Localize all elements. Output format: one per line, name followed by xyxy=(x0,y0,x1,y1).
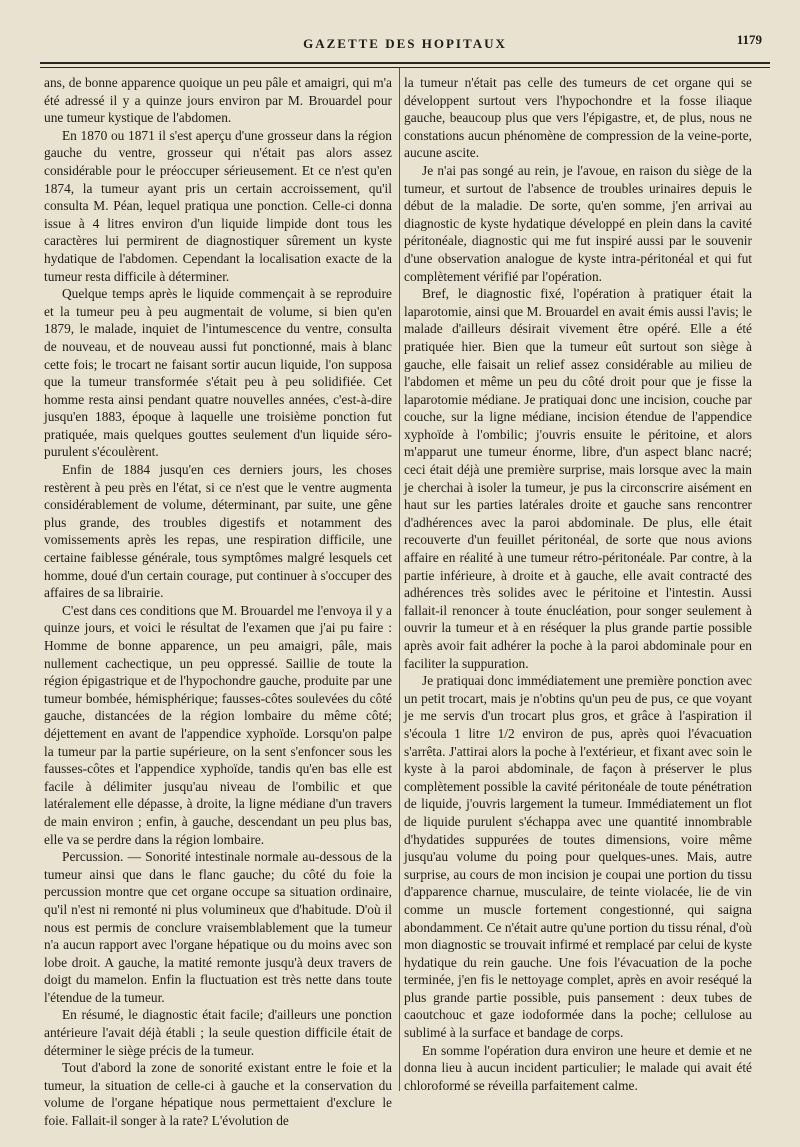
paragraph: Je n'ai pas songé au rein, je l'avoue, en raison du siège de la tumeur, et surtout de l'absence de troubles urinaires depuis le début de la maladie. De sorte, qu'en somme, j'en arrivai au diagnostic de kyste hydatique développé en plein dans la cavité péritonéale, diagnostic qui me fut inspiré aussi par le souvenir d'une observation analogue de kyste intra-péritonéal et qui fut complètement vérifié par l'opération. xyxy=(404,162,752,284)
header-rule xyxy=(40,62,770,68)
paragraph: Je pratiquai donc immédiatement une première ponction avec un petit trocart, mais je n'obtins qu'un peu de pus, ce que voyant je me servis d'un trocart plus gros, et grâce à l'aspiration il s'écoula 1 litre 1/2 environ de pus, après quoi l'évacuation s'arrêta. J'attirai alors la poche à l'extérieur, et fixant avec soin le kyste à la paroi abdominale, de façon à préserver le plus complètement possible la cavité péritonéale de toute pénétration de liquide, j'ouvris largement la tumeur. Immédiatement un flot de liquide purulent s'échappa avec une quantité innombrable d'hydatides suppurées de toutes dimensions, voire même jusqu'au volume du poing pour quelques-unes. Mais, autre surprise, au cours de mon incision je coupai une portion du tissu d'apparence charnue, musculaire, de teinte violacée, lie de vin comme un muscle fortement congestionné, qui saigna abondamment. Ce n'était autre qu'une portion du tissu rénal, d'où mon diagnostic se trouvait infirmé et remplacé par celui de kyste hydatique du rein gauche. Une fois l'évacuation de la poche terminée, j'en fis le nettoyage complet, après en avoir reséqué la plus grande partie possible, puis pansement : deux tubes de caoutchouc et gaze iodoformée dans la poche; cellulose au sublimé à la surface et bandage de corps. xyxy=(404,673,752,1041)
paragraph: Quelque temps après le liquide commençait à se reproduire et la tumeur peu à peu augmentait de volume, si bien qu'en 1879, le malade, inquiet de l'intumescence du ventre, consulta de nouveau, et de nouveau aussi fut ponctionné, mais à blanc cette fois; le trocart ne faisant sortir aucun liquide, l'on supposa que la tumeur transformée s'était peu à peu solidifiée. Cet homme resta ainsi pendant quatre nouvelles années, c'est-à-dire jusqu'en 1883, époque à laquelle une troisième ponction fut pratiquée, mais quelques gouttes seulement d'un liquide séro-purulent s'écoulèrent. xyxy=(44,286,392,460)
page-number: 1179 xyxy=(736,32,762,47)
paragraph: Bref, le diagnostic fixé, l'opération à pratiquer était la laparotomie, ainsi que M. Brouardel en avait émis aussi l'avis; le malade d'ailleurs désirait vivement être opéré. Elle a été pratiquée hier. Bien que la tumeur eût surtout son siège à gauche, elle faisait un relief assez considérable au milieu de l'abdomen et même un peu du côté droit pour que je fisse la laparotomie médiane. Je pratiquai donc une incision, couche par couche, sur la ligne médiane, incision étendue de l'appendice xyphoïde à l'ombilic; j'ouvris ensuite le péritoine, et alors m'apparut une tumeur énorme, libre, d'un aspect blanc nacré; ceci était déjà une première surprise, mais lorsque avec la main je cherchai à isoler la tumeur, je pus la circonscrire aisément en haut sur les parties latérales droite et gauche sans rencontrer d'adhérences avec la paroi abdominale. De plus, elle était recouverte d'un feuillet péritonéal, de sorte que nous avions affaire en réalité à une tumeur rétro-péritonéale. Par contre, à la partie inférieure, à droite et à gauche, elle avait contracté des adhérences très solides avec le péritoine et l'intestin. Aussi fallait-il renoncer à toute énucléation, pour songer seulement à ouvrir la tumeur et à en réséquer la plus grande partie possible après avoir fait adhérer la poche à la paroi abdominale pour en faciliter la suppuration. xyxy=(404,286,752,671)
paragraph: En somme l'opération dura environ une heure et demie et ne donna lieu à aucun incident particulier; le malade qui avait été chloroformé se réveilla parfaitement calme. xyxy=(404,1042,752,1093)
right-column xyxy=(404,74,752,1107)
journal-title: GAZETTE DES HOPITAUX xyxy=(303,36,507,51)
paragraph: C'est dans ces conditions que M. Brouardel me l'envoya il y a quinze jours, et voici le résultat de l'examen que j'ai pu faire : Homme de bonne apparence, un peu amaigri, pâle, mais nullement cachectique, un peu oppressé. Saillie de toute la région épigastrique et de l'hypochondre gauche, produite par une tumeur bombée, hémisphérique; fausses-côtes soulevées du côté gauche, distancées de la région lombaire du même côté; déjettement en avant de l'appendice xyphoïde. Lorsqu'on palpe la tumeur par la partie supérieure, on la sent s'enfoncer sous les fausses-côtes et l'appendice xyphoïde, tandis qu'en bas elle est facile à délimiter jusqu'au niveau de l'ombilic et que latéralement elle dépasse, à droite, la ligne médiane d'un travers de main environ ; enfin, à gauche, descendant un peu plus bas, elle va se perdre dans la région lombaire. xyxy=(44,602,392,847)
page-header xyxy=(40,30,770,54)
paragraph: En résumé, le diagnostic était facile; d'ailleurs une ponction antérieure l'avait déjà établi ; la seule question difficile était de déterminer le siège précis de la tumeur. xyxy=(44,1007,392,1058)
paragraph: ans, de bonne apparence quoique un peu pâle et amaigri, qui m'a été adressé il y a quinze jours environ par M. Brouardel pour une tumeur kystique de l'abdomen. xyxy=(44,75,392,126)
paragraph: Percussion. — Sonorité intestinale normale au-dessous de la tumeur ainsi que dans le flanc gauche; du côté du foie la percussion montre que cet organe occupe sa situation ordinaire, qu'il n'est ni remonté ni plus volumineux que d'habitude. D'où il nous est permis de conclure vraisemblablement que la tumeur n'a aucun rapport avec l'organe hépatique ou du moins avec son lobe droit. A gauche, la matité remonte jusqu'à deux travers de doigt du mamelon. Enfin la fluctuation est très nette dans toute l'étendue de la tumeur. xyxy=(44,849,392,1005)
paragraph: la tumeur n'était pas celle des tumeurs de cet organe qui se développent surtout vers l'hypochondre et la fosse iliaque gauche, beaucoup plus que vers l'épigastre, et, de plus, nous ne constations aucun phénomène de compression de la veine-porte, aucune ascite. xyxy=(404,75,752,161)
article-columns xyxy=(44,74,752,1129)
paragraph: Tout d'abord la zone de sonorité existant entre le foie et la tumeur, la situation de celle-ci à gauche et la conservation du volume de l'organe hépatique nous permettaient d'exclure le foie. Fallait-il songer à la rate? L'évolution de xyxy=(44,1060,392,1129)
paragraph: En 1870 ou 1871 il s'est aperçu d'une grosseur dans la région gauche du ventre, grosseur qui n'était pas alors assez considérable pour le préoccuper sérieusement. Et ce n'est qu'en 1874, la tumeur ayant pris un certain accroissement, qu'il consulta M. Péan, lequel pratiqua une ponction. Celle-ci donna issue à 4 litres environ d'un liquide limpide dont tous les caractères lui permirent de diagnostiquer sûrement un kyste hydatique de l'abdomen. Cependant la localisation exacte de la tumeur resta difficile à déterminer. xyxy=(44,127,392,284)
paragraph: Enfin de 1884 jusqu'en ces derniers jours, les choses restèrent à peu près en l'état, si ce n'est que le ventre augmenta considérablement de volume, déterminant, par suite, une gêne plus grande, des troubles digestifs et notamment des vomissements après les repas, une respiration difficile, une certaine faiblesse générale, tous symptômes malgré lesquels cet homme, doué d'un certain courage, put continuer à s'occuper des affaires de sa librairie. xyxy=(44,462,392,601)
left-column xyxy=(44,74,392,1129)
